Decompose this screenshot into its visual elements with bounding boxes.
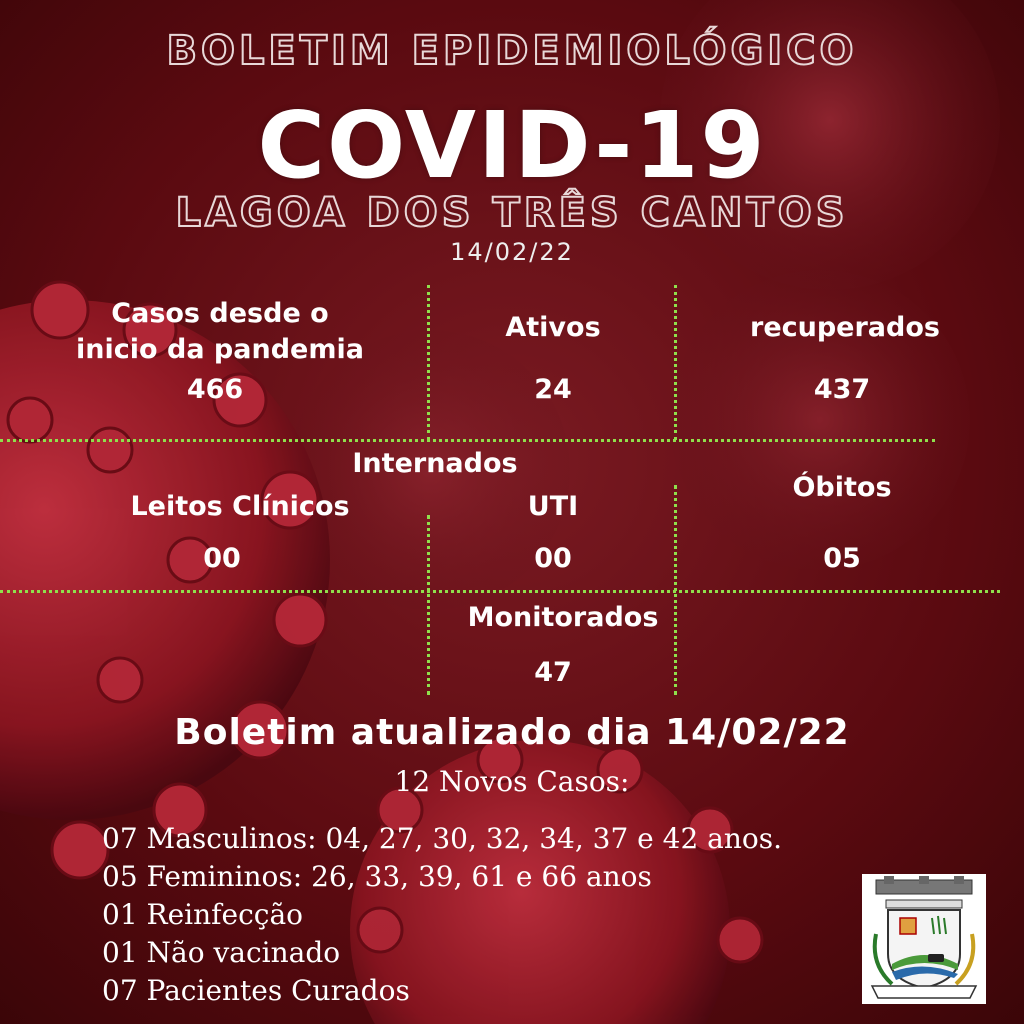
cases-label-line2: inicio da pandemia [76, 334, 364, 365]
monitored-value: 47 [534, 657, 572, 688]
recovered-label: recuperados [750, 312, 940, 343]
divider-vertical-1 [427, 285, 430, 440]
cases-label-line1: Casos desde o [111, 298, 329, 329]
clinical-beds-label: Leitos Clínicos [130, 491, 350, 522]
update-line-male: 07 Masculinos: 04, 27, 30, 32, 34, 37 e 42 anos. [102, 822, 783, 855]
divider-horizontal-2 [0, 590, 1000, 593]
coat-of-arms-icon [862, 874, 986, 1004]
active-label: Ativos [505, 312, 601, 343]
hospitalized-label: Internados [352, 448, 518, 479]
new-cases-title: 12 Novos Casos: [394, 765, 630, 798]
icu-label: UTI [527, 491, 579, 522]
active-value: 24 [534, 374, 572, 405]
divider-horizontal-1 [0, 439, 935, 442]
divider-vertical-3 [427, 515, 430, 695]
update-line-unvaccinated: 01 Não vacinado [102, 936, 341, 969]
cases-value: 466 [186, 374, 244, 405]
update-line-female: 05 Femininos: 26, 33, 39, 61 e 66 anos [102, 860, 652, 893]
updated-text: Boletim atualizado dia 14/02/22 [174, 712, 850, 753]
disease-title: COVID-19 [257, 92, 767, 199]
monitored-label: Monitorados [467, 602, 659, 633]
city-title: LAGOA DOS TRÊS CANTOS [175, 190, 849, 236]
municipal-logo [862, 874, 986, 1004]
header-date: 14/02/22 [450, 238, 574, 266]
deaths-value: 05 [823, 543, 861, 574]
icu-value: 00 [534, 543, 572, 574]
update-line-cured: 07 Pacientes Curados [102, 974, 410, 1007]
deaths-label: Óbitos [792, 472, 892, 503]
divider-vertical-2 [674, 285, 677, 440]
update-line-reinfection: 01 Reinfecção [102, 898, 304, 931]
cases-label [40, 296, 400, 368]
clinical-beds-value: 00 [203, 543, 241, 574]
recovered-value: 437 [813, 374, 871, 405]
bulletin-title: BOLETIM EPIDEMIOLÓGICO [166, 28, 858, 74]
